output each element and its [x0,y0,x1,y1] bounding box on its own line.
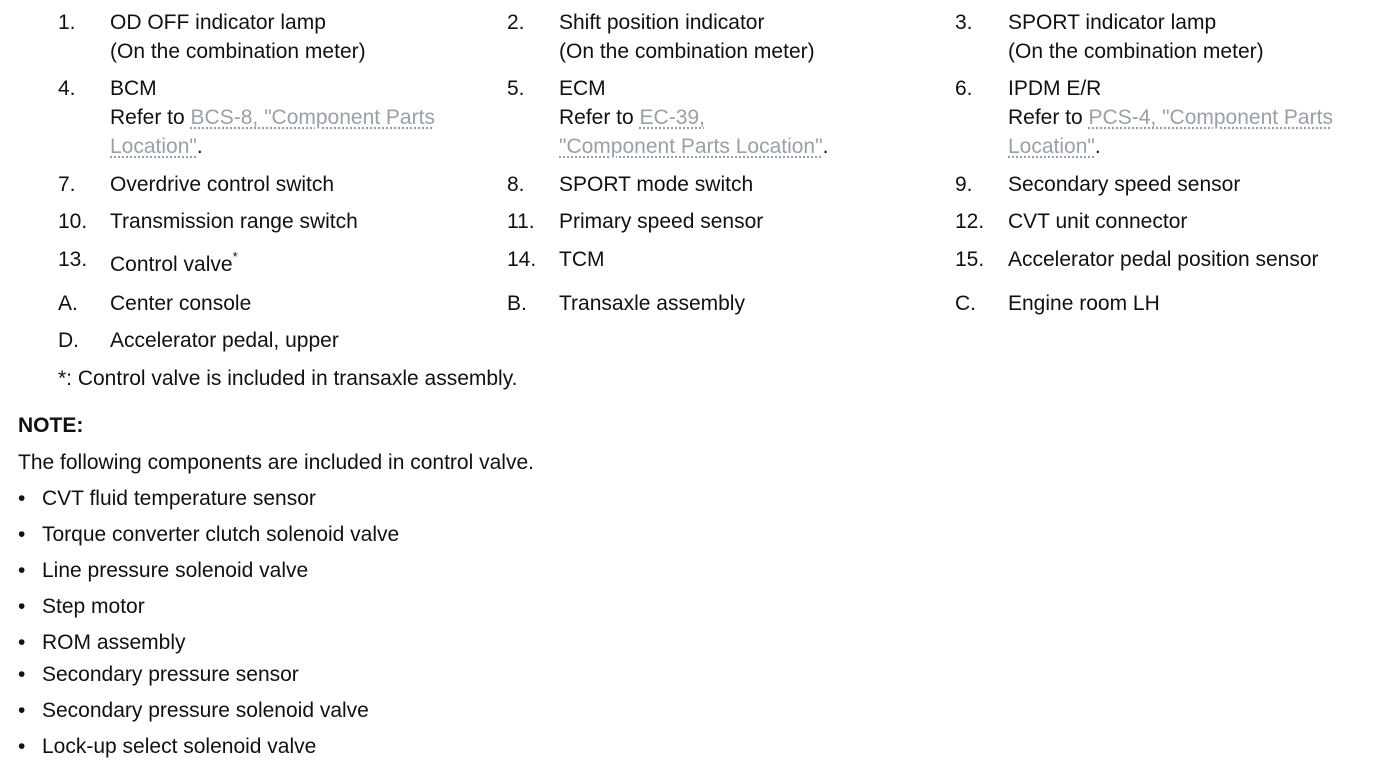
legend-row [0,8,1392,68]
list-item-text: Line pressure solenoid valve [42,559,309,582]
refer-text: Refer to [1008,106,1089,129]
legend-sublabel: (On the combination meter) [559,40,815,63]
legend-label: CVT unit connector [1008,210,1188,233]
legend-number: 4. [58,77,76,100]
legend-reference-cont [1008,132,1101,161]
bullet-icon: • [18,735,26,758]
legend-reference [1008,103,1333,132]
period-text: . [196,135,203,158]
legend-label: SPORT indicator lamp [1008,11,1217,34]
legend-number: 14. [507,248,537,271]
legend-number: 2. [507,11,525,34]
reference-link-pcs-4-cont[interactable]: Location" [1008,135,1095,158]
legend-row [0,245,1392,281]
note-intro-text: The following components are included in control valve. [18,451,534,474]
list-item-text: Secondary pressure solenoid valve [42,699,369,722]
period-text: . [822,135,829,158]
legend-reference-cont [559,132,828,161]
bullet-icon: • [18,699,26,722]
legend-reference [110,103,435,132]
bullet-icon: • [18,663,26,686]
legend-number: 13. [58,248,88,271]
legend-row [0,289,1392,319]
legend-reference [559,103,705,132]
reference-link-pcs-4[interactable]: PCS-4, "Component Parts [1088,106,1333,129]
legend-letter: D. [58,329,79,352]
legend-label [110,250,238,279]
list-item-text: ROM assembly [42,631,186,654]
legend-letter: B. [507,292,527,315]
list-item-text: CVT fluid temperature sensor [42,487,316,510]
legend-footnote: *: Control valve is included in transaxle assembly. [58,367,518,390]
refer-text: Refer to [559,106,640,129]
legend-number: 7. [58,173,76,196]
period-text: . [1094,135,1101,158]
legend-number: 3. [955,11,973,34]
legend-letter: C. [955,292,976,315]
legend-label: BCM [110,77,157,100]
legend-number: 6. [955,77,973,100]
legend-letter: A. [58,292,78,315]
list-item-text: Lock-up select solenoid valve [42,735,317,758]
legend-label: IPDM E/R [1008,77,1102,100]
legend-label: Overdrive control switch [110,173,335,196]
reference-link-ec-39-cont[interactable]: "Component Parts Location" [559,135,823,158]
legend-number: 1. [58,11,76,34]
legend-row [0,74,1392,164]
legend-label: Transaxle assembly [559,292,745,315]
reference-link-bcs-8[interactable]: BCS-8, "Component Parts [190,106,435,129]
legend-row [0,207,1392,237]
legend-label: Engine room LH [1008,292,1160,315]
legend-number: 5. [507,77,525,100]
legend-label: ECM [559,77,606,100]
legend-row [0,170,1392,200]
legend-number: 15. [955,248,985,271]
legend-label: Accelerator pedal position sensor [1008,248,1319,271]
bullet-icon: • [18,559,26,582]
bullet-icon: • [18,595,26,618]
legend-label: Center console [110,292,252,315]
bullet-icon: • [18,523,26,546]
list-item-text: Step motor [42,595,145,618]
list-item-text: Torque converter clutch solenoid valve [42,523,400,546]
legend-reference-cont [110,132,203,161]
legend-label: Accelerator pedal, upper [110,329,339,352]
legend-label: Shift position indicator [559,11,765,34]
legend-label: Secondary speed sensor [1008,173,1241,196]
legend-number: 12. [955,210,985,233]
bullet-icon: • [18,487,26,510]
legend-label: OD OFF indicator lamp [110,11,326,34]
legend-label: Transmission range switch [110,210,358,233]
control-valve-text: Control valve [110,253,233,276]
legend-number: 9. [955,173,973,196]
legend-sublabel: (On the combination meter) [110,40,366,63]
bullet-icon: • [18,631,26,654]
refer-text: Refer to [110,106,191,129]
legend-number: 8. [507,173,525,196]
legend-number: 10. [58,210,88,233]
note-heading: NOTE: [18,414,84,437]
reference-link-bcs-8-cont[interactable]: Location" [110,135,197,158]
legend-sublabel: (On the combination meter) [1008,40,1264,63]
list-item-text: Secondary pressure sensor [42,663,299,686]
legend-label: Primary speed sensor [559,210,764,233]
legend-number: 11. [507,210,535,233]
reference-link-ec-39[interactable]: EC-39, [639,106,705,129]
legend-row [0,326,1392,356]
legend-label: SPORT mode switch [559,173,754,196]
footnote-marker: * [232,249,238,264]
legend-label: TCM [559,248,605,271]
